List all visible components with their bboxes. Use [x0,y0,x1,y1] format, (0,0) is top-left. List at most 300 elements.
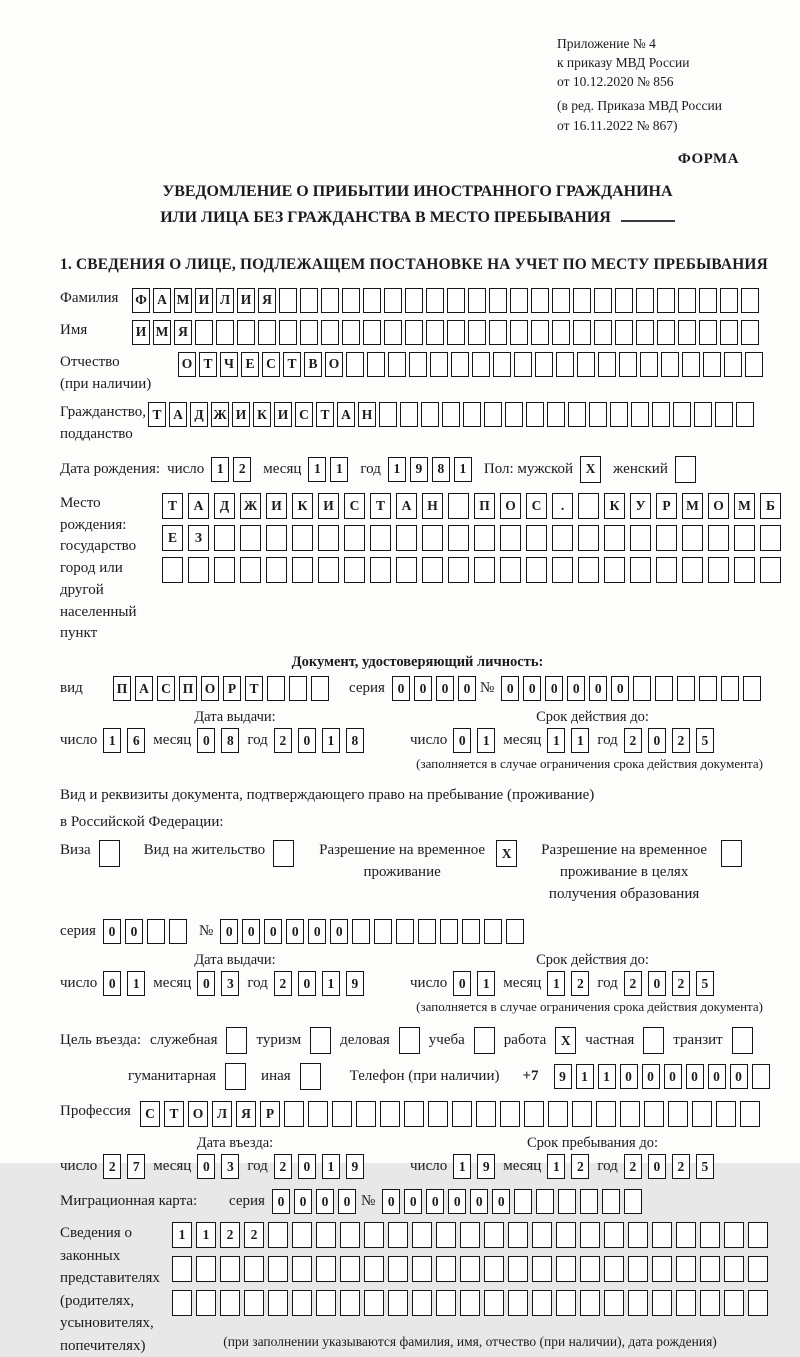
char-cell[interactable] [169,919,187,944]
char-cell[interactable]: 0 [436,676,454,701]
doc-seria-input[interactable] [392,676,476,701]
char-cell[interactable] [472,352,490,377]
char-cell[interactable] [344,557,365,583]
char-cell[interactable] [506,919,524,944]
char-cell[interactable] [379,402,397,427]
char-cell[interactable]: Д [190,402,208,427]
char-cell[interactable]: 0 [523,676,541,701]
char-cell[interactable]: 0 [298,1154,316,1179]
char-cell[interactable]: 0 [648,971,666,996]
char-cell[interactable]: 1 [477,971,495,996]
char-cell[interactable]: Р [260,1101,280,1127]
char-cell[interactable]: М [153,320,171,345]
char-cell[interactable] [620,1101,640,1127]
char-cell[interactable] [426,288,444,313]
char-cell[interactable] [514,1189,532,1214]
char-cell[interactable] [724,1256,744,1282]
char-cell[interactable]: 1 [127,971,145,996]
char-cell[interactable] [652,1290,672,1316]
char-cell[interactable]: 0 [545,676,563,701]
char-cell[interactable] [556,1222,576,1248]
char-cell[interactable]: 2 [571,1154,589,1179]
char-cell[interactable] [500,1101,520,1127]
char-cell[interactable] [284,1101,304,1127]
temp-residence-checkbox[interactable] [496,840,517,867]
char-cell[interactable]: О [325,352,343,377]
char-cell[interactable]: О [188,1101,208,1127]
char-cell[interactable] [300,1063,321,1090]
char-cell[interactable]: 2 [624,1154,642,1179]
char-cell[interactable] [604,557,625,583]
char-cell[interactable]: П [113,676,131,701]
char-cell[interactable] [484,1222,504,1248]
char-cell[interactable]: 2 [571,971,589,996]
char-cell[interactable] [300,320,318,345]
char-cell[interactable] [316,1222,336,1248]
char-cell[interactable]: 0 [197,1154,215,1179]
char-cell[interactable]: И [232,402,250,427]
char-cell[interactable]: 0 [338,1189,356,1214]
char-cell[interactable] [364,1222,384,1248]
char-cell[interactable] [548,1101,568,1127]
purpose-work-checkbox[interactable] [555,1027,576,1054]
char-cell[interactable] [436,1290,456,1316]
char-cell[interactable]: 0 [567,676,585,701]
char-cell[interactable] [388,1222,408,1248]
char-cell[interactable] [594,320,612,345]
char-cell[interactable]: С [526,493,547,519]
char-cell[interactable] [580,1290,600,1316]
char-cell[interactable]: 0 [242,919,260,944]
char-cell[interactable]: 5 [696,728,714,753]
char-cell[interactable]: 8 [432,457,450,482]
char-cell[interactable]: 0 [392,676,410,701]
doc-valid-day[interactable] [453,728,495,753]
stay-doc-valid-day[interactable] [453,971,495,996]
char-cell[interactable] [596,1101,616,1127]
char-cell[interactable] [384,320,402,345]
char-cell[interactable] [500,525,521,551]
char-cell[interactable]: А [337,402,355,427]
legal-representatives-line2[interactable] [172,1256,768,1282]
migration-card-number-input[interactable] [382,1189,642,1214]
char-cell[interactable]: Ф [132,288,150,313]
char-cell[interactable] [558,1189,576,1214]
char-cell[interactable]: А [153,288,171,313]
char-cell[interactable] [442,402,460,427]
char-cell[interactable] [573,288,591,313]
birth-place-line2[interactable] [162,525,781,551]
char-cell[interactable]: М [174,288,192,313]
char-cell[interactable] [678,288,696,313]
char-cell[interactable] [724,1222,744,1248]
char-cell[interactable]: Я [174,320,192,345]
char-cell[interactable]: 2 [274,971,292,996]
char-cell[interactable] [279,320,297,345]
char-cell[interactable]: 1 [547,728,565,753]
char-cell[interactable]: К [253,402,271,427]
char-cell[interactable]: X [580,456,601,483]
residence-permit-checkbox[interactable] [273,840,294,867]
purpose-official-checkbox[interactable] [226,1027,247,1054]
char-cell[interactable] [342,320,360,345]
char-cell[interactable] [736,402,754,427]
char-cell[interactable] [489,320,507,345]
char-cell[interactable] [526,557,547,583]
char-cell[interactable]: 0 [197,971,215,996]
char-cell[interactable] [656,525,677,551]
char-cell[interactable]: 0 [686,1064,704,1089]
char-cell[interactable] [700,1256,720,1282]
char-cell[interactable] [340,1290,360,1316]
char-cell[interactable] [745,352,763,377]
char-cell[interactable] [292,1222,312,1248]
char-cell[interactable] [422,557,443,583]
sex-male-checkbox[interactable] [580,456,601,483]
char-cell[interactable] [316,1256,336,1282]
char-cell[interactable] [421,402,439,427]
char-cell[interactable] [428,1101,448,1127]
char-cell[interactable] [237,320,255,345]
char-cell[interactable]: 9 [477,1154,495,1179]
char-cell[interactable] [289,676,307,701]
char-cell[interactable] [292,1256,312,1282]
char-cell[interactable] [721,676,739,701]
char-cell[interactable] [468,320,486,345]
char-cell[interactable] [526,402,544,427]
char-cell[interactable]: Т [164,1101,184,1127]
char-cell[interactable] [741,320,759,345]
char-cell[interactable]: А [188,493,209,519]
char-cell[interactable]: 0 [426,1189,444,1214]
char-cell[interactable] [332,1101,352,1127]
char-cell[interactable] [748,1290,768,1316]
char-cell[interactable]: 1 [308,457,326,482]
char-cell[interactable] [308,1101,328,1127]
doc-number-input[interactable] [501,676,761,701]
char-cell[interactable]: 0 [414,676,432,701]
char-cell[interactable] [404,1101,424,1127]
stay-doc-seria-input[interactable] [103,919,187,944]
char-cell[interactable]: 0 [470,1189,488,1214]
char-cell[interactable] [493,352,511,377]
char-cell[interactable]: 2 [624,728,642,753]
char-cell[interactable] [615,288,633,313]
stay-doc-valid-month[interactable] [547,971,589,996]
char-cell[interactable] [524,1101,544,1127]
char-cell[interactable] [484,1256,504,1282]
char-cell[interactable] [384,288,402,313]
char-cell[interactable] [340,1256,360,1282]
char-cell[interactable] [400,402,418,427]
char-cell[interactable]: У [630,493,651,519]
char-cell[interactable]: 2 [103,1154,121,1179]
char-cell[interactable] [720,288,738,313]
char-cell[interactable] [624,1189,642,1214]
char-cell[interactable]: X [496,840,517,867]
char-cell[interactable]: И [266,493,287,519]
char-cell[interactable] [418,919,436,944]
char-cell[interactable] [364,1290,384,1316]
char-cell[interactable]: М [734,493,755,519]
char-cell[interactable] [676,1290,696,1316]
char-cell[interactable]: 1 [322,728,340,753]
char-cell[interactable] [220,1290,240,1316]
char-cell[interactable] [721,840,742,867]
char-cell[interactable]: 2 [274,728,292,753]
char-cell[interactable] [500,557,521,583]
char-cell[interactable] [505,402,523,427]
char-cell[interactable] [720,320,738,345]
char-cell[interactable] [300,288,318,313]
char-cell[interactable] [240,525,261,551]
char-cell[interactable] [388,1290,408,1316]
char-cell[interactable]: 6 [127,728,145,753]
purpose-tourism-checkbox[interactable] [310,1027,331,1054]
char-cell[interactable] [661,352,679,377]
char-cell[interactable] [760,557,781,583]
entry-day[interactable] [103,1154,145,1179]
char-cell[interactable] [436,1222,456,1248]
char-cell[interactable]: И [237,288,255,313]
char-cell[interactable]: Ж [240,493,261,519]
char-cell[interactable] [214,557,235,583]
char-cell[interactable] [652,1222,672,1248]
char-cell[interactable] [694,402,712,427]
char-cell[interactable]: Т [148,402,166,427]
char-cell[interactable] [630,525,651,551]
stay-doc-issue-month[interactable] [197,971,239,996]
char-cell[interactable] [448,493,469,519]
char-cell[interactable]: 0 [730,1064,748,1089]
doc-kind-input[interactable] [113,676,329,701]
char-cell[interactable] [268,1290,288,1316]
char-cell[interactable] [508,1256,528,1282]
char-cell[interactable]: Н [358,402,376,427]
char-cell[interactable]: 9 [346,971,364,996]
char-cell[interactable] [636,320,654,345]
char-cell[interactable] [589,402,607,427]
char-cell[interactable] [556,352,574,377]
char-cell[interactable]: 1 [211,457,229,482]
char-cell[interactable]: Р [656,493,677,519]
char-cell[interactable]: 0 [298,728,316,753]
char-cell[interactable] [699,288,717,313]
char-cell[interactable] [678,320,696,345]
char-cell[interactable] [552,320,570,345]
char-cell[interactable] [226,1027,247,1054]
char-cell[interactable]: 1 [196,1222,216,1248]
char-cell[interactable] [552,525,573,551]
char-cell[interactable] [556,1256,576,1282]
char-cell[interactable]: 9 [346,1154,364,1179]
char-cell[interactable] [460,1222,480,1248]
char-cell[interactable] [374,919,392,944]
char-cell[interactable]: 0 [589,676,607,701]
char-cell[interactable] [462,919,480,944]
char-cell[interactable] [447,320,465,345]
char-cell[interactable] [266,525,287,551]
stay-doc-issue-day[interactable] [103,971,145,996]
char-cell[interactable]: 2 [672,971,690,996]
char-cell[interactable]: 0 [298,971,316,996]
char-cell[interactable] [572,1101,592,1127]
birth-place-line3[interactable] [162,557,781,583]
char-cell[interactable]: 1 [454,457,472,482]
char-cell[interactable] [716,1101,736,1127]
char-cell[interactable] [474,1027,495,1054]
char-cell[interactable]: 1 [598,1064,616,1089]
char-cell[interactable] [619,352,637,377]
char-cell[interactable]: С [157,676,175,701]
char-cell[interactable] [610,402,628,427]
char-cell[interactable] [700,1222,720,1248]
char-cell[interactable] [740,1101,760,1127]
doc-issue-month[interactable] [197,728,239,753]
char-cell[interactable] [396,919,414,944]
char-cell[interactable]: 0 [286,919,304,944]
char-cell[interactable] [578,557,599,583]
char-cell[interactable] [556,1290,576,1316]
char-cell[interactable] [370,557,391,583]
char-cell[interactable] [682,557,703,583]
char-cell[interactable]: 0 [294,1189,312,1214]
char-cell[interactable]: И [274,402,292,427]
char-cell[interactable] [244,1256,264,1282]
char-cell[interactable] [367,352,385,377]
char-cell[interactable] [636,288,654,313]
char-cell[interactable] [652,402,670,427]
char-cell[interactable] [708,557,729,583]
temp-residence-education-checkbox[interactable] [721,840,742,867]
char-cell[interactable] [508,1222,528,1248]
patronymic-input[interactable] [178,352,763,377]
char-cell[interactable]: Т [199,352,217,377]
char-cell[interactable] [214,525,235,551]
char-cell[interactable] [388,352,406,377]
char-cell[interactable] [532,1256,552,1282]
char-cell[interactable]: 2 [672,728,690,753]
char-cell[interactable]: Я [236,1101,256,1127]
char-cell[interactable] [708,525,729,551]
stay-doc-number-input[interactable] [220,919,524,944]
char-cell[interactable]: 8 [346,728,364,753]
char-cell[interactable]: 8 [221,728,239,753]
char-cell[interactable]: 1 [453,1154,471,1179]
char-cell[interactable] [692,1101,712,1127]
char-cell[interactable]: М [682,493,703,519]
char-cell[interactable]: О [500,493,521,519]
char-cell[interactable]: 0 [308,919,326,944]
char-cell[interactable]: 1 [571,728,589,753]
char-cell[interactable] [734,557,755,583]
char-cell[interactable] [195,320,213,345]
char-cell[interactable] [474,525,495,551]
char-cell[interactable] [430,352,448,377]
char-cell[interactable] [196,1256,216,1282]
char-cell[interactable]: 7 [127,1154,145,1179]
char-cell[interactable] [578,493,599,519]
char-cell[interactable] [657,288,675,313]
char-cell[interactable] [447,288,465,313]
char-cell[interactable] [532,1290,552,1316]
char-cell[interactable] [628,1290,648,1316]
char-cell[interactable]: Т [316,402,334,427]
char-cell[interactable] [388,1256,408,1282]
char-cell[interactable] [188,557,209,583]
char-cell[interactable] [734,525,755,551]
char-cell[interactable] [468,288,486,313]
doc-valid-year[interactable] [624,728,714,753]
char-cell[interactable] [448,557,469,583]
char-cell[interactable]: 0 [453,971,471,996]
char-cell[interactable]: В [304,352,322,377]
char-cell[interactable] [510,320,528,345]
char-cell[interactable] [292,1290,312,1316]
char-cell[interactable]: 1 [172,1222,192,1248]
char-cell[interactable] [409,352,427,377]
char-cell[interactable] [356,1101,376,1127]
char-cell[interactable]: 0 [448,1189,466,1214]
char-cell[interactable] [652,1256,672,1282]
char-cell[interactable] [640,352,658,377]
char-cell[interactable] [577,352,595,377]
char-cell[interactable] [732,1027,753,1054]
entry-month[interactable] [197,1154,239,1179]
char-cell[interactable] [399,1027,420,1054]
char-cell[interactable] [225,1063,246,1090]
char-cell[interactable]: К [292,493,313,519]
char-cell[interactable]: 0 [272,1189,290,1214]
char-cell[interactable]: Е [241,352,259,377]
entry-year[interactable] [274,1154,364,1179]
char-cell[interactable] [273,840,294,867]
char-cell[interactable]: 5 [696,971,714,996]
char-cell[interactable]: 0 [648,1154,666,1179]
stay-doc-issue-year[interactable] [274,971,364,996]
char-cell[interactable] [363,288,381,313]
char-cell[interactable] [342,288,360,313]
char-cell[interactable]: С [295,402,313,427]
char-cell[interactable] [535,352,553,377]
char-cell[interactable] [578,525,599,551]
doc-issue-day[interactable] [103,728,145,753]
char-cell[interactable] [741,288,759,313]
char-cell[interactable] [292,557,313,583]
sex-female-checkbox[interactable] [675,456,696,483]
char-cell[interactable]: 0 [620,1064,638,1089]
char-cell[interactable] [216,320,234,345]
char-cell[interactable] [340,1222,360,1248]
char-cell[interactable]: X [555,1027,576,1054]
char-cell[interactable] [628,1256,648,1282]
char-cell[interactable] [630,557,651,583]
char-cell[interactable] [452,1101,472,1127]
char-cell[interactable] [676,1222,696,1248]
char-cell[interactable] [267,676,285,701]
stay-until-year[interactable] [624,1154,714,1179]
char-cell[interactable] [760,525,781,551]
char-cell[interactable] [268,1256,288,1282]
char-cell[interactable] [643,1027,664,1054]
char-cell[interactable]: 0 [648,728,666,753]
char-cell[interactable] [656,557,677,583]
char-cell[interactable] [436,1256,456,1282]
char-cell[interactable] [677,676,695,701]
char-cell[interactable]: 2 [233,457,251,482]
char-cell[interactable]: Н [422,493,443,519]
char-cell[interactable]: 2 [244,1222,264,1248]
